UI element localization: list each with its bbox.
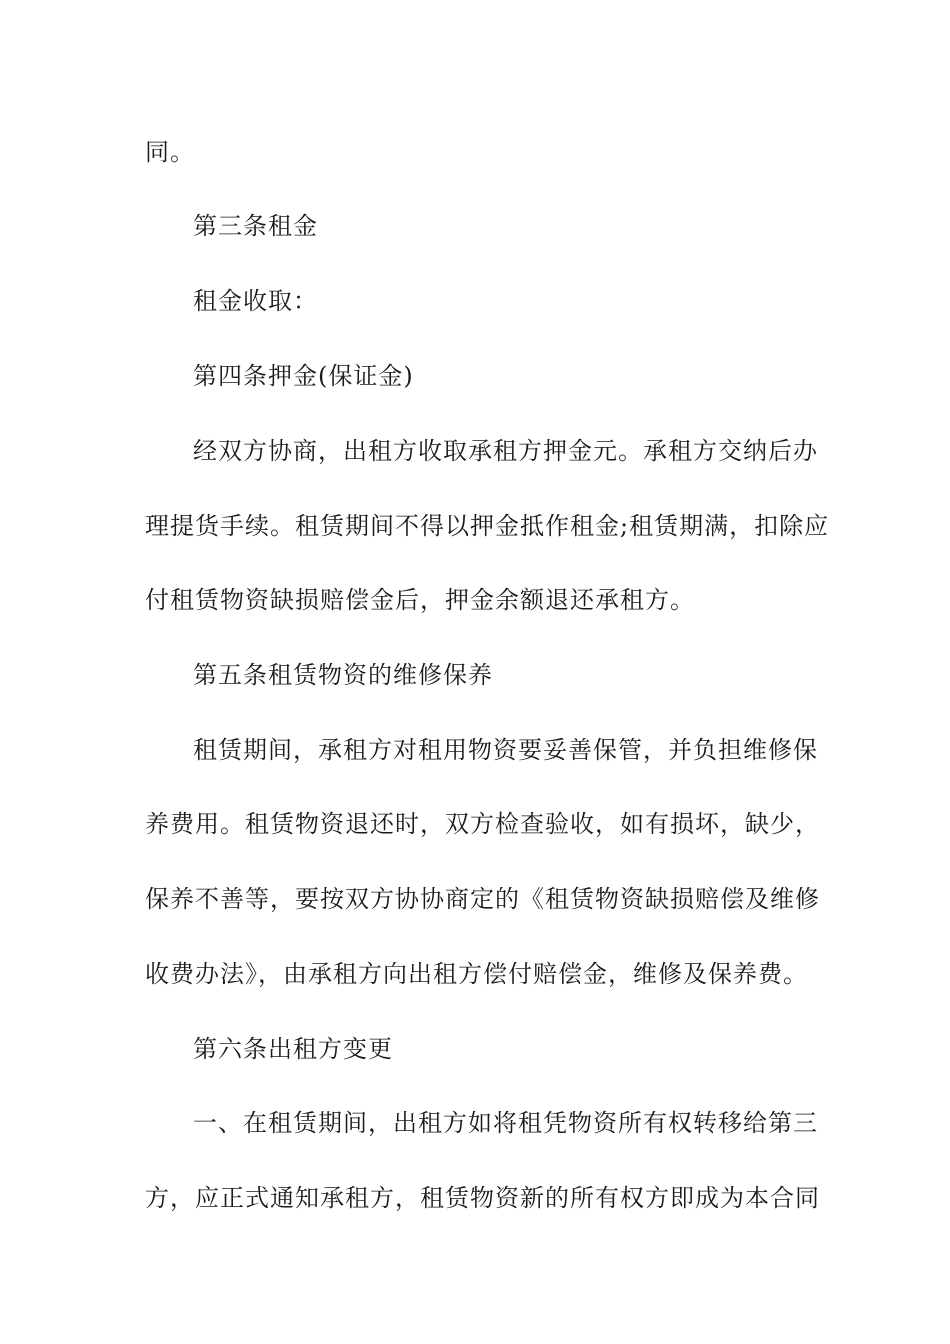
maintenance-paragraph-line-4: 收费办法》，由承租方向出租方偿付赔偿金，维修及保养费。: [145, 960, 808, 988]
article-5-heading: 第五条租赁物资的维修保养: [193, 661, 493, 689]
maintenance-paragraph-line-3: 保养不善等，要按双方协协商定的《租赁物资缺损赔偿及维修: [145, 885, 820, 913]
article-3-heading: 第三条租金: [193, 212, 318, 240]
deposit-paragraph-line-3: 付租赁物资缺损赔偿金后，押金余额退还承租方。: [145, 586, 695, 614]
deposit-paragraph-line-1: 经双方协商，出租方收取承租方押金元。承租方交纳后办: [193, 437, 818, 465]
rent-collection-label: 租金收取：: [193, 287, 318, 315]
maintenance-paragraph-line-2: 养费用。租赁物资退还时，双方检查验收，如有损坏，缺少，: [145, 810, 820, 838]
article-4-heading: 第四条押金(保证金): [193, 362, 414, 390]
maintenance-paragraph-line-1: 租赁期间，承租方对租用物资要妥善保管，并负担维修保: [193, 736, 818, 764]
lessor-change-paragraph-line-1: 一、在租赁期间，出租方如将租凭物资所有权转移给第三: [193, 1109, 818, 1137]
deposit-paragraph-line-2: 理提货手续。租赁期间不得以押金抵作租金;租赁期满，扣除应: [145, 512, 830, 540]
lessor-change-paragraph-line-2: 方，应正式通知承租方，租赁物资新的所有权方即成为本合同: [145, 1184, 820, 1212]
text-line-continuation: 同。: [145, 138, 195, 166]
article-6-heading: 第六条出租方变更: [193, 1035, 393, 1063]
